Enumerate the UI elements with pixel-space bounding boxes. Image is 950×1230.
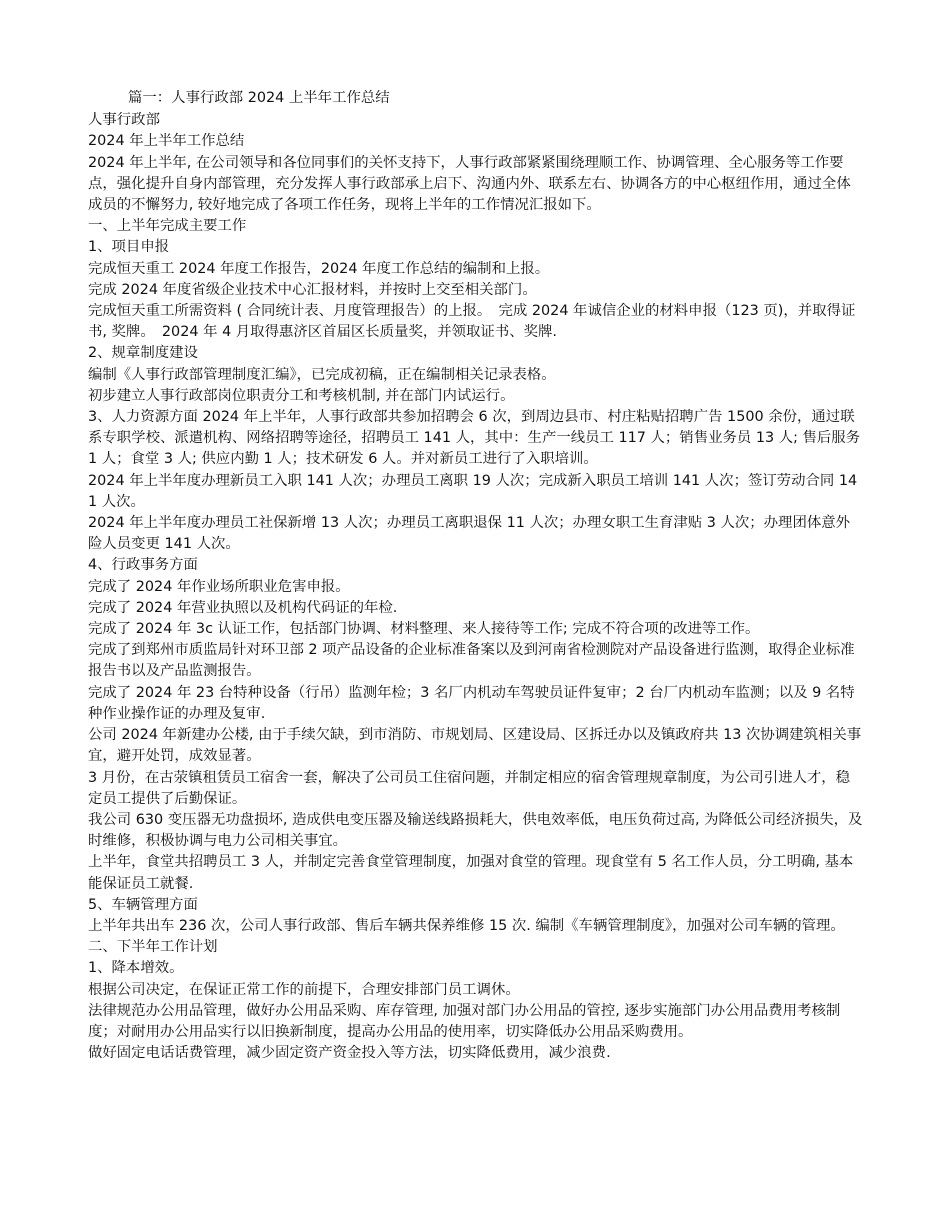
subsection-heading: 1、项目申报 [88,239,170,256]
subsection-heading: 1、降本增效。 [88,960,184,977]
intro-paragraph: 2024 年上半年, 在公司领导和各位同事们的关怀支持下，人事行政部紧紧围绕理顺工作、协调管理、全心服务等工作要点，强化提升自身内部管理，充分发挥人事行政部承上启下、沟通内外、联系左右、协调各方的中心枢纽作用，通过全体成员的不懈努力, 较好地完成了各项工作任务，现将上半年的工作情况汇报如下。 [88,154,851,214]
paragraph: 3 月份，在古荥镇租赁员工宿舍一套，解决了公司员工住宿问题，并制定相应的宿舍管理规章制度，为公司引进人才，稳定员工提供了后勤保证。 [88,769,851,807]
section-heading-1: 一、上半年完成主要工作 [88,218,247,235]
department-heading: 人事行政部 [88,112,160,129]
document-page [88,88,863,1064]
paragraph: 上半年共出车 236 次，公司人事行政部、售后车辆共保养维修 15 次. 编制《车辆管理制度》，加强对公司车辆的管理。 [88,917,845,934]
paragraph: 2024 年上半年度办理新员工入职 141 人次；办理员工离职 19 人次；完成新入职员工培训 141 人次；签订劳动合同 141 人次。 [88,472,858,510]
paragraph: 初步建立人事行政部岗位职责分工和考核机制, 并在部门内试运行。 [88,387,515,404]
summary-heading: 2024 年上半年工作总结 [88,133,245,150]
subsection-heading: 2、规章制度建设 [88,345,198,362]
paragraph: 完成了 2024 年 23 台特种设备（行吊）监测年检；3 名厂内机动车驾驶员证件复审；2 台厂内机动车监测；以及 9 名特种作业操作证的办理及复审. [88,684,855,722]
paragraph: 3、人力资源方面 2024 年上半年，人事行政部共参加招聘会 6 次，到周边县市、村庄粘贴招聘广告 1500 余份，通过联系专职学校、派遣机构、网络招聘等途径，招聘员工 141 人，其中：生产一线员工 117 人；销售业务员 13 人; 售后服务 1 人；食堂 3 人; 供应内勤 1 人；技术研发 6 人。并对新员工进行了入职培训。 [88,409,861,468]
paragraph: 2024 年上半年度办理员工社保新增 13 人次；办理员工离职退保 11 人次；办理女职工生育津贴 3 人次；办理团体意外险人员变更 141 人次。 [88,515,851,553]
document-body [88,110,863,1064]
paragraph: 完成了 2024 年 3c 认证工作，包括部门协调、材料整理、来人接待等工作; 完成不符合项的改进等工作。 [88,621,760,638]
paragraph: 做好固定电话话费管理，减少固定资产资金投入等方法，切实降低费用，减少浪费. [88,1045,611,1062]
subsection-heading: 4、行政事务方面 [88,557,198,574]
paragraph: 我公司 630 变压器无功盘损坏, 造成供电变压器及输送线路损耗大，供电效率低，电压负荷过高, 为降低公司经济损失，及时维修，积极协调与电力公司相关事宜。 [88,811,863,850]
paragraph: 完成了 2024 年营业执照以及机构代码证的年检. [88,599,398,616]
paragraph: 完成了到郑州市质监局针对环卫部 2 项产品设备的企业标准备案以及到河南省检测院对产品设备进行监测，取得企业标准报告书以及产品监测报告。 [88,642,855,680]
paragraph: 公司 2024 年新建办公楼, 由于手续欠缺，到市消防、市规划局、区建设局、区拆迁办以及镇政府共 13 次协调建筑相关事宜，避开处罚，成效显著。 [88,727,862,765]
paragraph: 完成 2024 年度省级企业技术中心汇报材料，并按时上交至相关部门。 [88,281,537,298]
paragraph: 完成了 2024 年作业场所职业危害申报。 [88,578,350,595]
section-heading-2: 二、下半年工作计划 [88,939,218,956]
paragraph: 根据公司决定，在保证正常工作的前提下，合理安排部门员工调休。 [88,981,520,998]
paragraph: 上半年，食堂共招聘员工 3 人，并制定完善食堂管理制度，加强对食堂的管理。现食堂有 5 名工作人员，分工明确, 基本能保证员工就餐. [88,854,854,892]
paragraph: 完成恒天重工 2024 年度工作报告，2024 年度工作总结的编制和上报。 [88,260,550,277]
paragraph: 完成恒天重工所需资料 ( 合同统计表、月度管理报告）的上报。 完成 2024 年诚信企业的材料申报（123 页)，并取得证书, 奖牌。 2024 年 4 月取得惠济区首届区长质量奖，并领取证书、奖牌. [88,303,856,341]
document-title: 篇一：人事行政部 2024 上半年工作总结 [128,90,390,106]
paragraph: 法律规范办公用品管理，做好办公用品采购、库存管理, 加强对部门办公用品的管控, 逐步实施部门办公用品费用考核制度；对耐用办公用品实行以旧换新制度，提高办公用品的使用率，切实降低办公用品采购费用。 [88,1002,841,1040]
subsection-heading: 5、车辆管理方面 [88,896,198,913]
paragraph: 编制《人事行政部管理制度汇编》，已完成初稿，正在编制相关记录表格。 [88,366,556,383]
